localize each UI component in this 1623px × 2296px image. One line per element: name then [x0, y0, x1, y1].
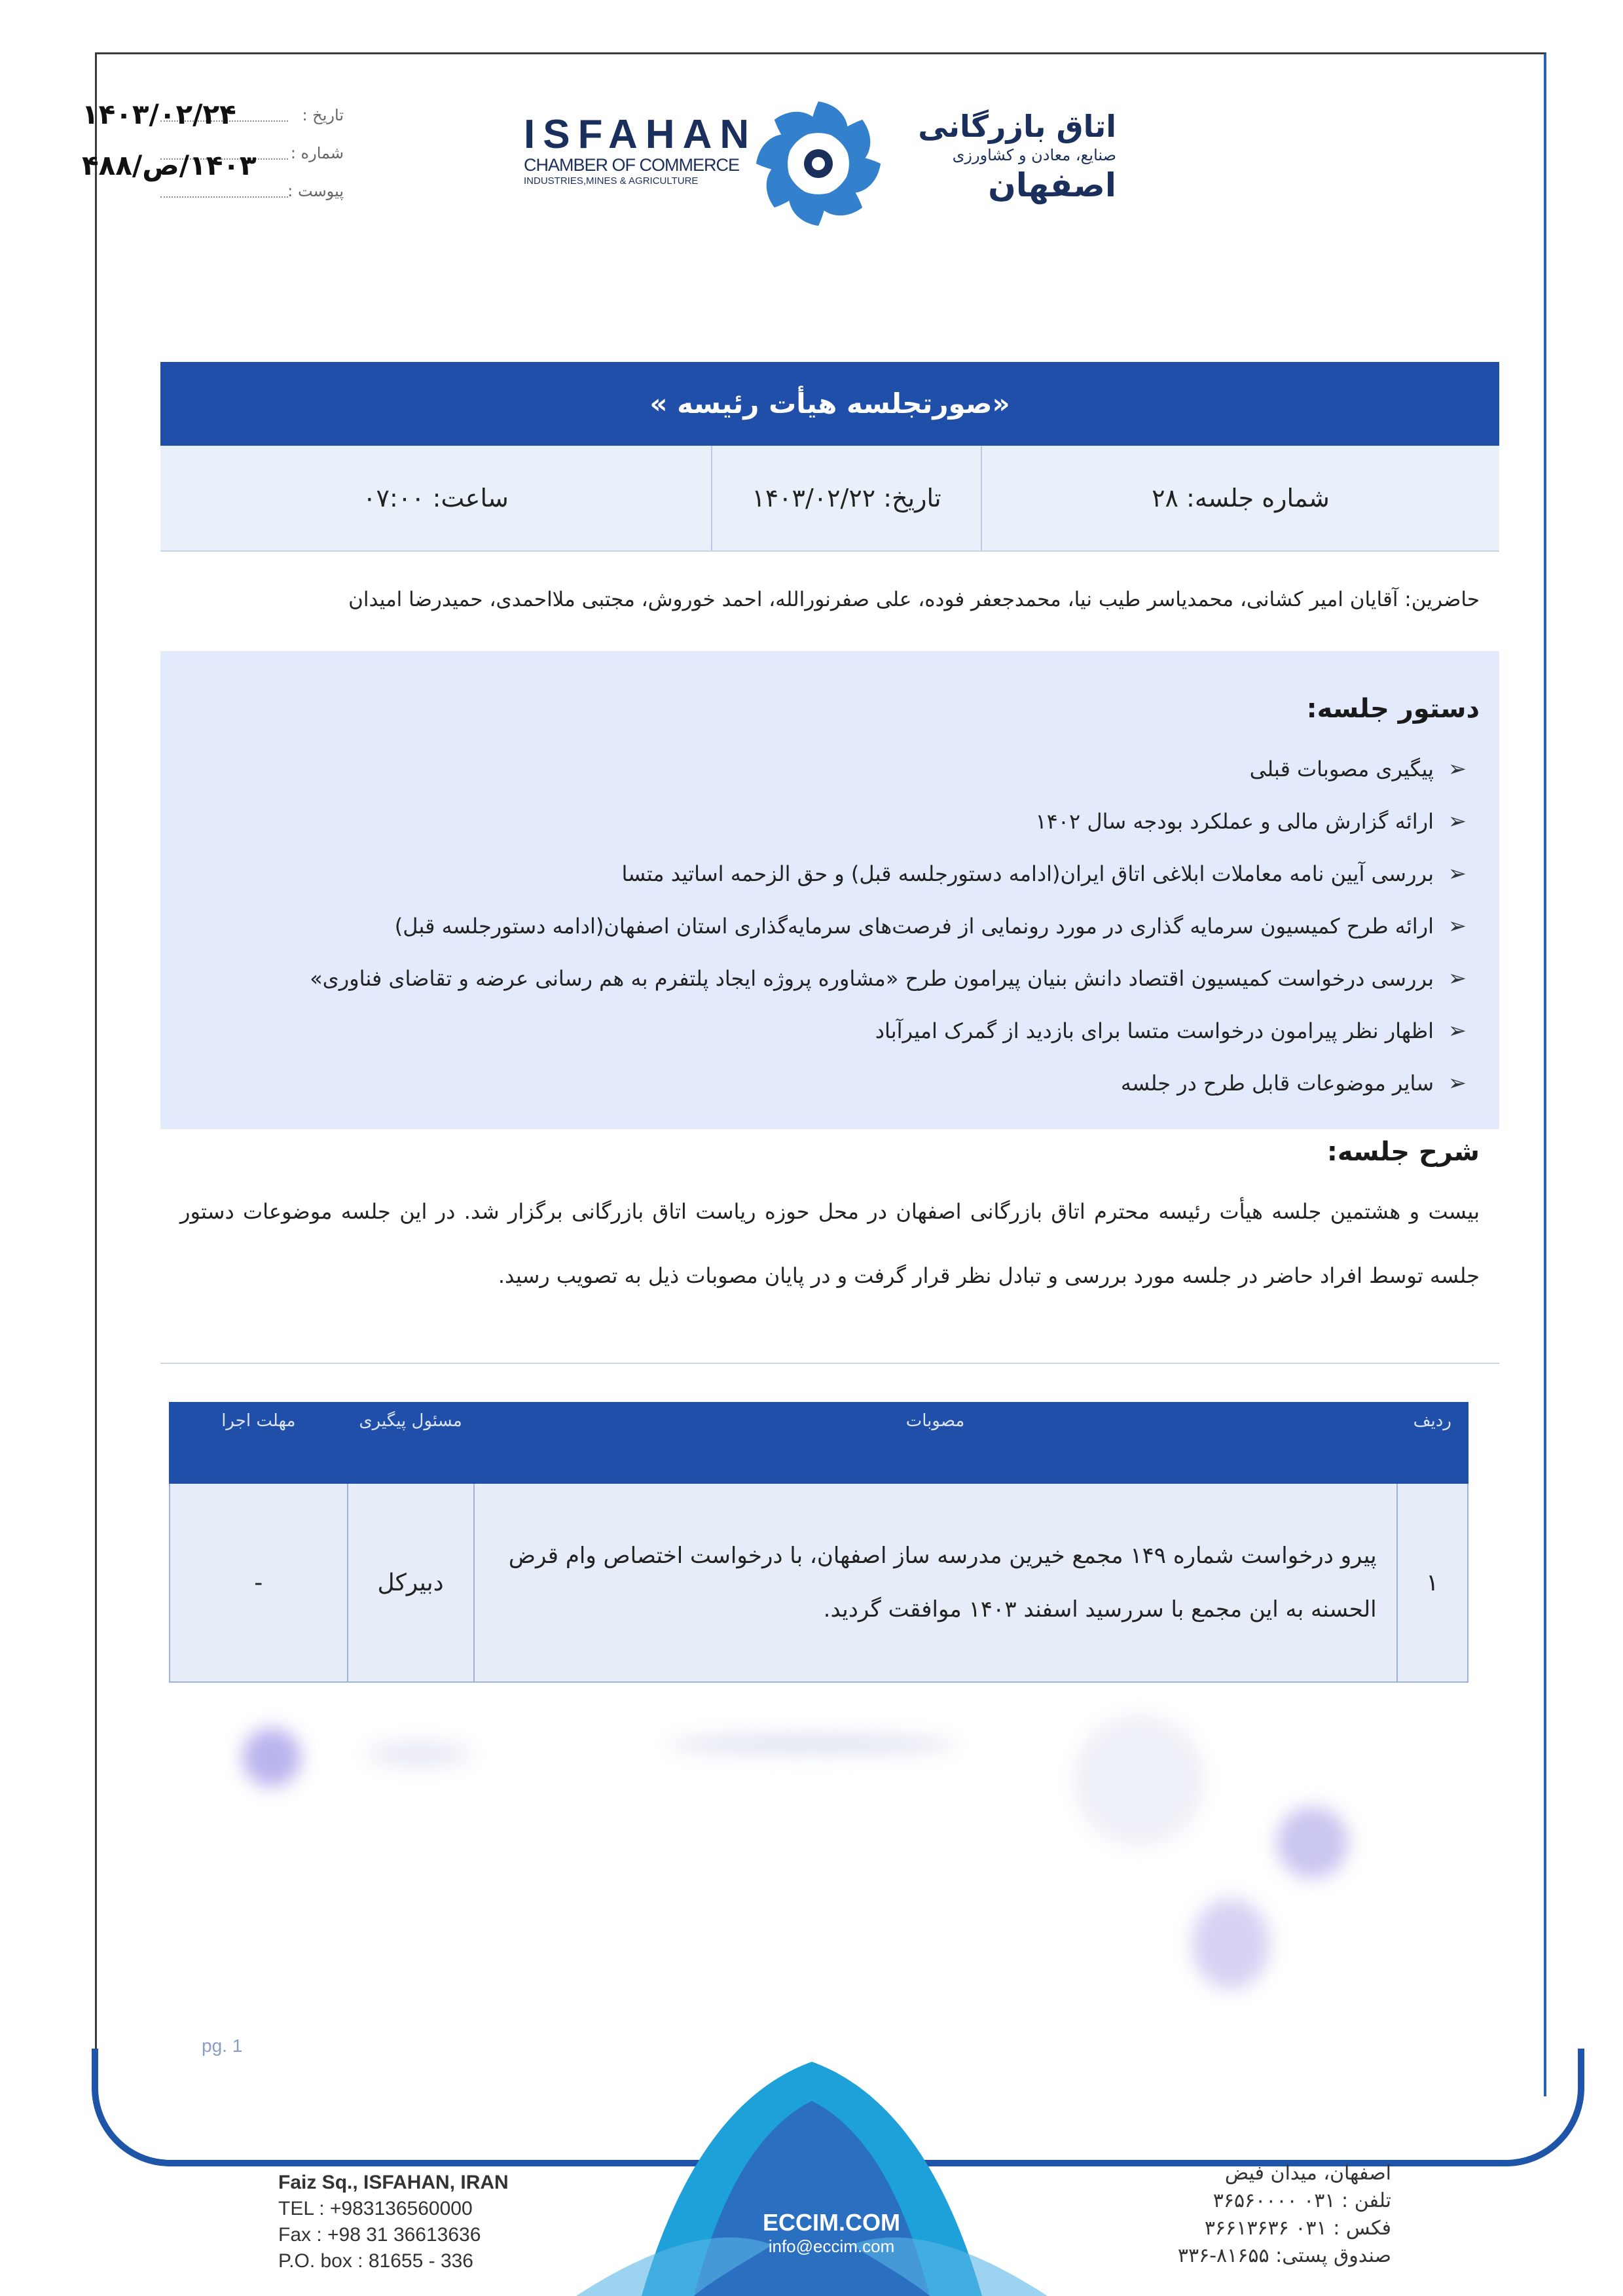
footer-fa-tel: تلفن : ۰۳۱ ۳۶۵۶۰۰۰۰: [1213, 2189, 1391, 2212]
arrow-bullet-icon: ➢: [1448, 861, 1467, 887]
arrow-bullet-icon: ➢: [1448, 756, 1467, 782]
cell-row-number: ۱: [1397, 1483, 1468, 1682]
number-value: ۱۴۰۳/ص/۴۸۸: [82, 149, 257, 181]
agenda-list: [177, 743, 1480, 1109]
logo-persian-text: [894, 108, 1116, 205]
attendees-text: حاضرین: آقایان امیر کشانی، محمدیاسر طیب نیا، محمدجعفر فوده، علی صفرنورالله، احمد خوروش، مجتبی ملااحمدی، حمیدرضا امیدان: [348, 588, 1480, 611]
cell-responsible: دبیرکل: [348, 1483, 474, 1682]
agenda-item: ➢ پیگیری مصوبات قبلی: [177, 743, 1480, 795]
footer-logo-graphic-icon: [576, 2049, 1048, 2296]
summary-heading: شرح جلسه:: [1326, 1137, 1480, 1167]
arrow-bullet-icon: ➢: [1448, 965, 1467, 992]
logo-fa-line3: اصفهان: [988, 166, 1116, 204]
footer-english-contact: [278, 2170, 509, 2274]
blurred-signature: [367, 1741, 471, 1767]
logo-english-text: [524, 112, 757, 188]
document-title: «صورتجلسه هیأت رئیسه »: [160, 362, 1499, 446]
agenda-heading: دستور جلسه:: [1306, 694, 1480, 724]
agenda-item: ➢ بررسی آیین نامه معاملات ابلاغی اتاق ایران(ادامه دستورجلسه قبل) و حق الزحمه اساتید متسا: [177, 848, 1480, 900]
cell-deadline: -: [170, 1483, 348, 1682]
number-field: [82, 136, 344, 181]
footer-web-url: ECCIM.COM: [763, 2209, 900, 2236]
agenda-item: ➢ بررسی درخواست کمیسیون اقتصاد دانش بنیان پیرامون طرح «مشاوره پروژه ایجاد پلتفرم به هم رسانی عرضه و تقاضای فناوری»: [177, 952, 1480, 1005]
blurred-stamp: [1074, 1715, 1205, 1846]
agenda-section: [160, 651, 1499, 1129]
footer-email: info@eccim.com: [768, 2236, 895, 2256]
logo-en-line2: CHAMBER OF COMMERCE: [524, 155, 740, 175]
table-header-row: [170, 1403, 1468, 1483]
agenda-item: ➢ سایر موضوعات قابل طرح در جلسه: [177, 1057, 1480, 1109]
blurred-signature: [668, 1734, 956, 1754]
logo-en-line3: INDUSTRIES,MINES & AGRICULTURE: [524, 175, 699, 187]
agenda-item: ➢ ارائه گزارش مالی و عملکرد بودجه سال ۱۴۰۲: [177, 795, 1480, 848]
resolutions-table: [169, 1402, 1468, 1683]
footer-persian-contact: [1142, 2160, 1391, 2270]
cell-resolution: پیرو درخواست شماره ۱۴۹ مجمع خیرین مدرسه ساز اصفهان، با درخواست اختصاص وام قرض الحسنه به این مجمع با سررسید اسفند ۱۴۰۳ موافقت گردید.: [474, 1483, 1397, 1682]
logo-fa-line2: صنایع، معادن و کشاورزی: [952, 146, 1116, 164]
arrow-bullet-icon: ➢: [1448, 1070, 1467, 1096]
blurred-stamp: [1277, 1806, 1349, 1878]
blurred-signature: [242, 1728, 301, 1787]
date-value: ۱۴۰۳/۰۲/۲۴: [82, 98, 236, 130]
arrow-bullet-icon: ➢: [1448, 913, 1467, 939]
logo-en-name: ISFAHAN: [524, 112, 757, 157]
footer-en-tel: TEL : +983136560000: [278, 2198, 473, 2219]
arrow-bullet-icon: ➢: [1448, 1018, 1467, 1044]
header-row-number: ردیف: [1397, 1403, 1468, 1483]
number-label: شماره :: [290, 144, 344, 162]
attachment-label: پیوست :: [287, 182, 344, 200]
footer-en-fax: Fax : +98 31 36613636: [278, 2224, 481, 2246]
blurred-signature: [1192, 1898, 1270, 1990]
header-deadline: مهلت اجرا: [170, 1403, 348, 1483]
table-row: [170, 1483, 1468, 1682]
header-resolution: مصوبات: [474, 1403, 1397, 1483]
agenda-item: ➢ ارائه طرح کمیسیون سرمایه گذاری در مورد رونمایی از فرصت‌های سرمایه‌گذاری استان اصفهان(ادامه دستورجلسه قبل): [177, 900, 1480, 952]
page-number: pg. 1: [202, 2036, 243, 2056]
footer-fa-address: اصفهان، میدان فیض: [1224, 2162, 1391, 2185]
meeting-date: تاریخ: ۱۴۰۳/۰۲/۲۲: [752, 484, 941, 512]
meeting-time: ساعت: ۰۷:۰۰: [363, 484, 509, 512]
summary-text: بیست و هشتمین جلسه هیأت رئیسه محترم اتاق بازرگانی اصفهان در محل حوزه ریاست اتاق بازرگانی برگزار شد. در این جلسه موضوعات دستور جلسه توسط افراد حاضر در جلسه مورد بررسی و تبادل نظر قرار گرفت و در پایان مصوبات ذیل به تصویب رسید.: [180, 1199, 1480, 1288]
attachment-field: [82, 174, 344, 207]
footer-fa-fax: فکس : ۰۳۱ ۳۶۶۱۳۶۳۶: [1204, 2217, 1391, 2240]
chamber-logo-icon: [750, 95, 887, 232]
agenda-item: ➢ اظهار نظر پیرامون درخواست متسا برای بازدید از گمرک امیرآباد: [177, 1005, 1480, 1057]
arrow-bullet-icon: ➢: [1448, 808, 1467, 834]
footer-en-address: Faiz Sq., ISFAHAN, IRAN: [278, 2172, 509, 2193]
date-field: [82, 98, 344, 131]
logo-fa-line1: اتاق بازرگانی: [918, 109, 1116, 144]
footer-en-po: P.O. box : 81655 - 336: [278, 2250, 473, 2272]
date-label: تاریخ :: [302, 106, 344, 124]
footer-fa-po: صندوق پستی: ۸۱۶۵۵-۳۳۶: [1177, 2244, 1391, 2267]
attendees-section: [160, 552, 1499, 650]
summary-section: [160, 1130, 1499, 1364]
meeting-info-row: [160, 446, 1499, 552]
meeting-number: شماره جلسه: ۲۸: [1152, 484, 1330, 512]
footer-website: [707, 2209, 956, 2257]
letter-header-fields: [82, 98, 344, 203]
header-responsible: مسئول پیگیری: [348, 1403, 474, 1483]
